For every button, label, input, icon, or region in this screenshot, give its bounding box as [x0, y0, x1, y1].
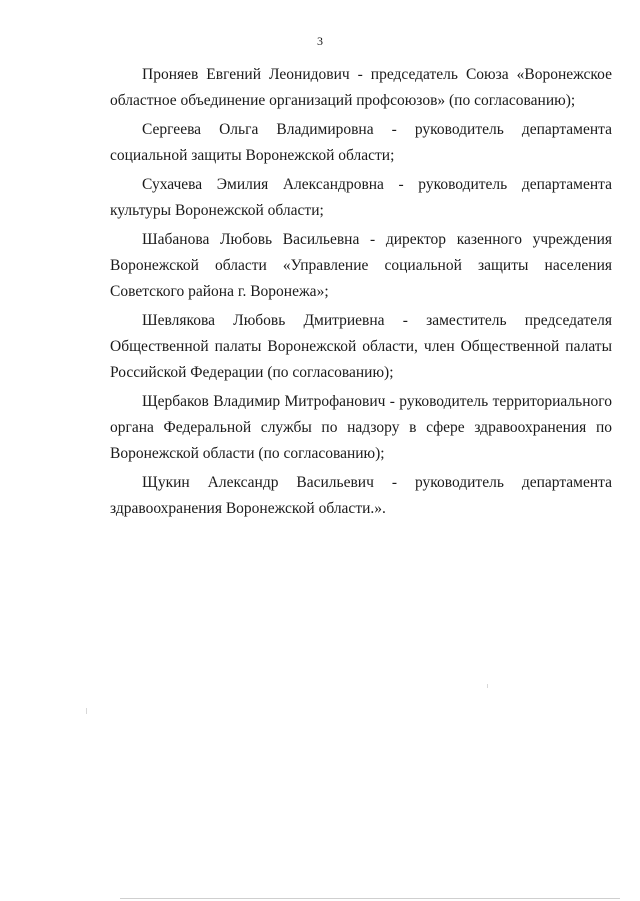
- member-entry-sukhacheva: Сухачева Эмилия Александровна - руководитель департамента культуры Воронежской области;: [110, 176, 612, 219]
- scan-speck: [487, 684, 488, 688]
- member-list: [110, 62, 612, 525]
- member-entry-shabanova: Шабанова Любовь Васильевна - директор казенного учреждения Воронежской области «Управление социальной защиты населения Советского района г. Воронежа»;: [110, 231, 612, 300]
- page-number: 3: [317, 34, 323, 48]
- scan-speck: [86, 708, 87, 714]
- member-entry-shcherbakov: Щербаков Владимир Митрофанович - руководитель территориального органа Федеральной службы по надзору в сфере здравоохранения по Воронежской области (по согласованию);: [110, 393, 612, 462]
- member-entry-shchukin: Щукин Александр Васильевич - руководитель департамента здравоохранения Воронежской области.».: [110, 474, 612, 517]
- member-entry-shevliakova: Шевлякова Любовь Дмитриевна - заместитель председателя Общественной палаты Воронежской области, член Общественной палаты Российской Федерации (по согласованию);: [110, 312, 612, 381]
- member-entry-sergeeva: Сергеева Ольга Владимировна - руководитель департамента социальной защиты Воронежской области;: [110, 121, 612, 164]
- member-entry-proniaev: Проняев Евгений Леонидович - председатель Союза «Воронежское областное объединение организаций профсоюзов» (по согласованию);: [110, 66, 612, 109]
- scan-edge-line: [120, 898, 620, 899]
